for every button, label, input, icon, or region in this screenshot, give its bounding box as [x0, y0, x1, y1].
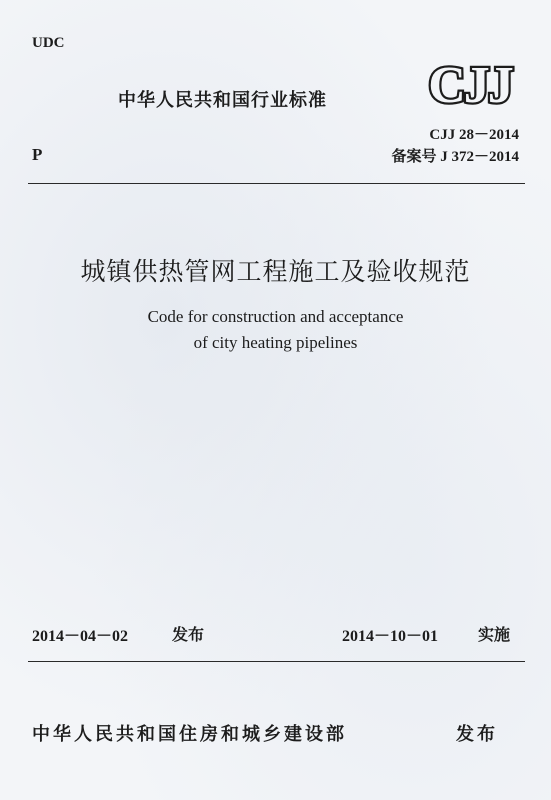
title-english-line-2: of city heating pipelines: [193, 333, 358, 352]
top-divider: [28, 183, 525, 184]
record-number: 备案号 J 372－2014: [391, 149, 519, 165]
standard-number: CJJ 28－2014: [429, 127, 519, 143]
cjj-logo: [420, 58, 520, 110]
effective-label: 实施: [478, 625, 511, 644]
industry-standard-heading: 中华人民共和国行业标准: [118, 90, 327, 111]
bottom-divider: [28, 661, 525, 662]
issuing-authority: 中华人民共和国住房和城乡建设部: [32, 724, 347, 745]
effective-date: 2014－10－01: [342, 628, 439, 645]
issuing-action: 发布: [456, 724, 498, 745]
udc-label: UDC: [32, 35, 65, 51]
publish-date: 2014－04－02: [32, 628, 129, 645]
publish-label: 发布: [172, 625, 205, 644]
cjj-logo-text: CJJ: [428, 58, 512, 110]
classification-label: P: [32, 145, 43, 164]
title-chinese: 城镇供热管网工程施工及验收规范: [80, 257, 471, 286]
title-english-line-1: Code for construction and acceptance: [147, 307, 404, 326]
